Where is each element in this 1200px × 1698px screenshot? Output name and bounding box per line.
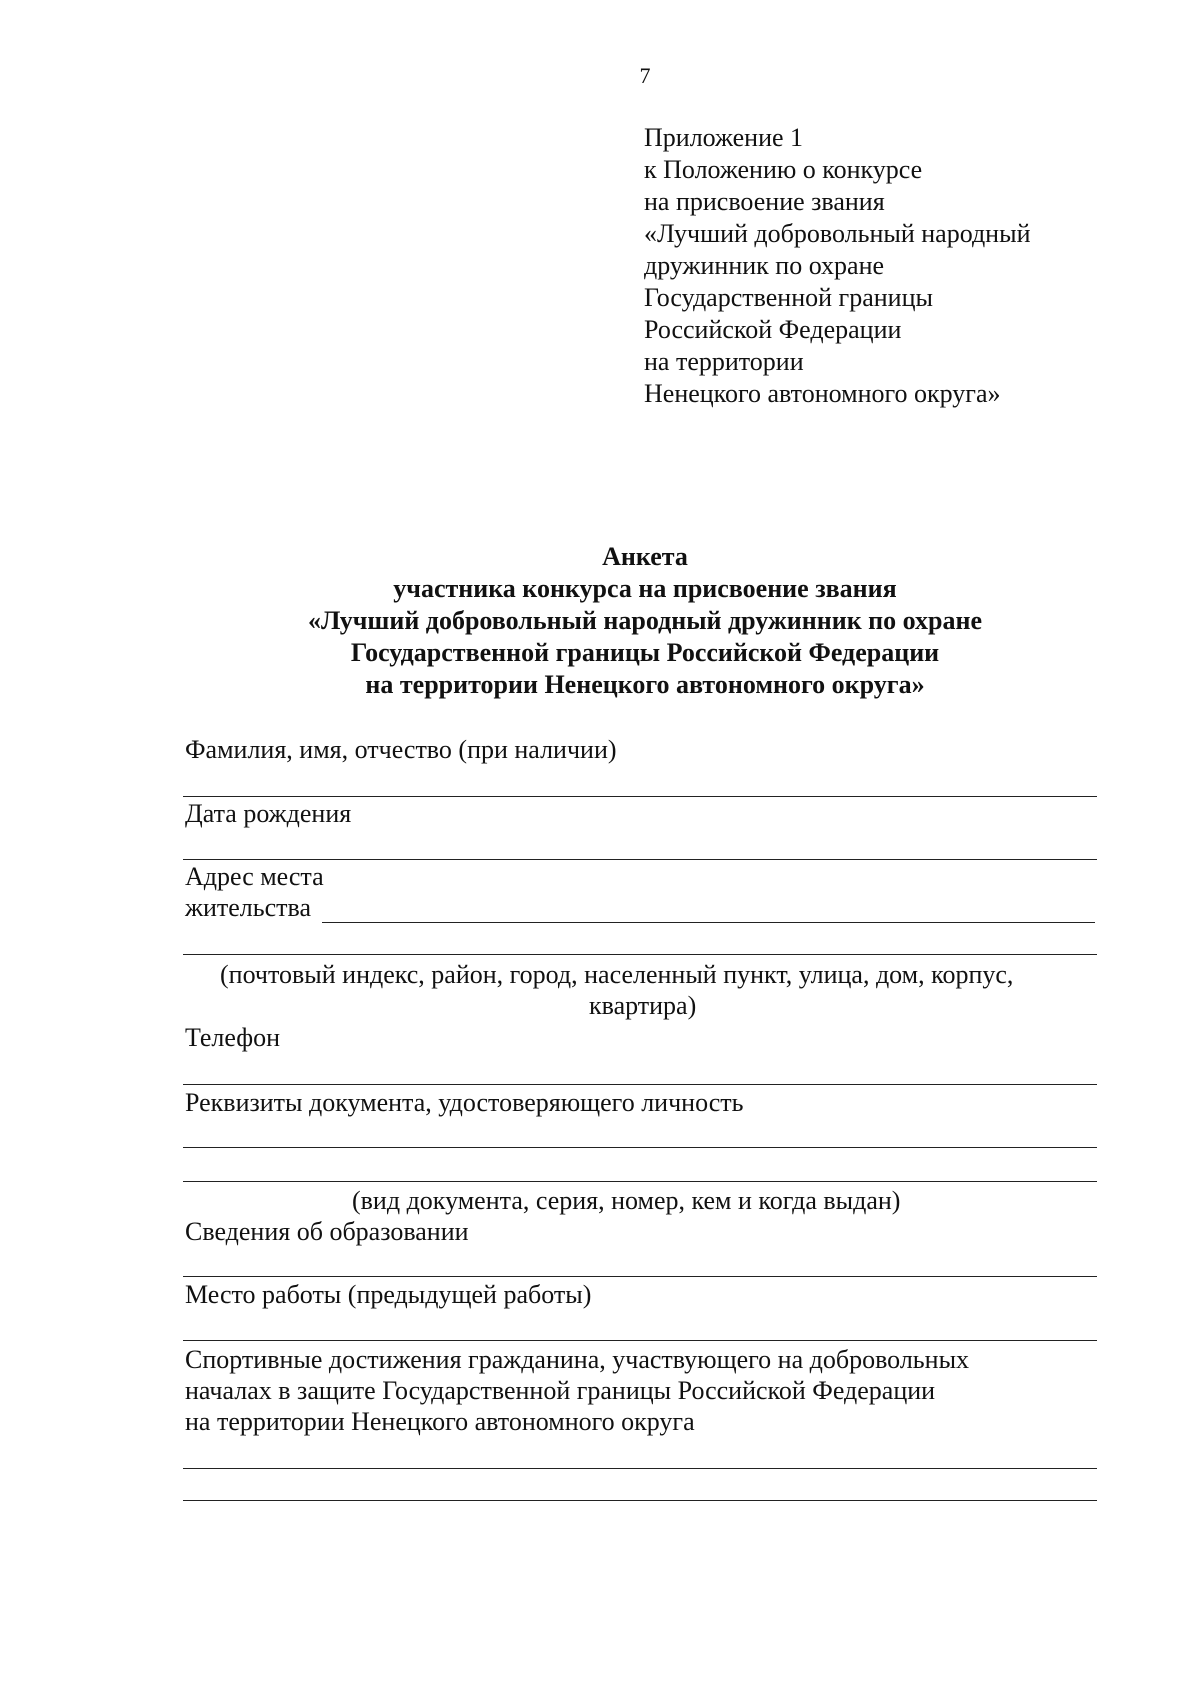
workplace-field-line[interactable] bbox=[183, 1340, 1097, 1341]
appendix-header bbox=[644, 122, 1030, 410]
birth-date-label: Дата рождения bbox=[185, 799, 352, 828]
id-document-field-line-1[interactable] bbox=[183, 1147, 1097, 1148]
appendix-line: «Лучший добровольный народный bbox=[644, 219, 1031, 248]
birth-date-field-line[interactable] bbox=[183, 859, 1097, 860]
sports-label-line2: началах в защите Государственной границы Российской Федерации bbox=[185, 1376, 936, 1405]
id-document-hint: (вид документа, серия, номер, кем и когда выдан) bbox=[352, 1186, 901, 1215]
address-hint-line2: квартира) bbox=[589, 991, 697, 1020]
workplace-label: Место работы (предыдущей работы) bbox=[185, 1280, 592, 1309]
phone-label: Телефон bbox=[185, 1023, 281, 1052]
form-title-line: «Лучший добровольный народный дружинник по охране bbox=[308, 606, 982, 635]
form-title bbox=[0, 541, 1200, 701]
form-title-line: Анкета bbox=[602, 542, 688, 571]
appendix-line: Ненецкого автономного округа» bbox=[644, 379, 1001, 408]
page-number: 7 bbox=[639, 63, 651, 88]
address-label-line1: Адрес места bbox=[185, 862, 324, 891]
sports-label-line3: на территории Ненецкого автономного округа bbox=[185, 1407, 695, 1436]
appendix-line: Российской Федерации bbox=[644, 315, 902, 344]
form-title-line: Государственной границы Российской Федерации bbox=[350, 638, 940, 667]
appendix-line: на территории bbox=[644, 347, 804, 376]
address-hint-line1: (почтовый индекс, район, город, населенный пункт, улица, дом, корпус, bbox=[220, 960, 1014, 989]
appendix-line: Приложение 1 bbox=[644, 123, 804, 152]
sports-label-line1: Спортивные достижения гражданина, участвующего на добровольных bbox=[185, 1345, 970, 1374]
appendix-line: Государственной границы bbox=[644, 283, 933, 312]
phone-field-line[interactable] bbox=[183, 1084, 1097, 1085]
form-title-line: на территории Ненецкого автономного округа» bbox=[365, 670, 925, 699]
appendix-line: к Положению о конкурсе bbox=[644, 155, 923, 184]
appendix-line: дружинник по охране bbox=[644, 251, 885, 280]
education-label: Сведения об образовании bbox=[185, 1217, 469, 1246]
id-document-field-line-2[interactable] bbox=[183, 1181, 1097, 1182]
full-name-field-line[interactable] bbox=[183, 796, 1097, 797]
address-label-line2: жительства bbox=[185, 893, 311, 922]
full-name-label: Фамилия, имя, отчество (при наличии) bbox=[185, 735, 617, 764]
address-field-line-1[interactable] bbox=[322, 922, 1095, 923]
education-field-line[interactable] bbox=[183, 1276, 1097, 1277]
sports-field-line-2[interactable] bbox=[183, 1500, 1097, 1501]
form-title-line: участника конкурса на присвоение звания bbox=[393, 574, 897, 603]
appendix-line: на присвоение звания bbox=[644, 187, 885, 216]
address-field-line-2[interactable] bbox=[183, 954, 1097, 955]
sports-field-line-1[interactable] bbox=[183, 1468, 1097, 1469]
id-document-label: Реквизиты документа, удостоверяющего личность bbox=[185, 1088, 744, 1117]
